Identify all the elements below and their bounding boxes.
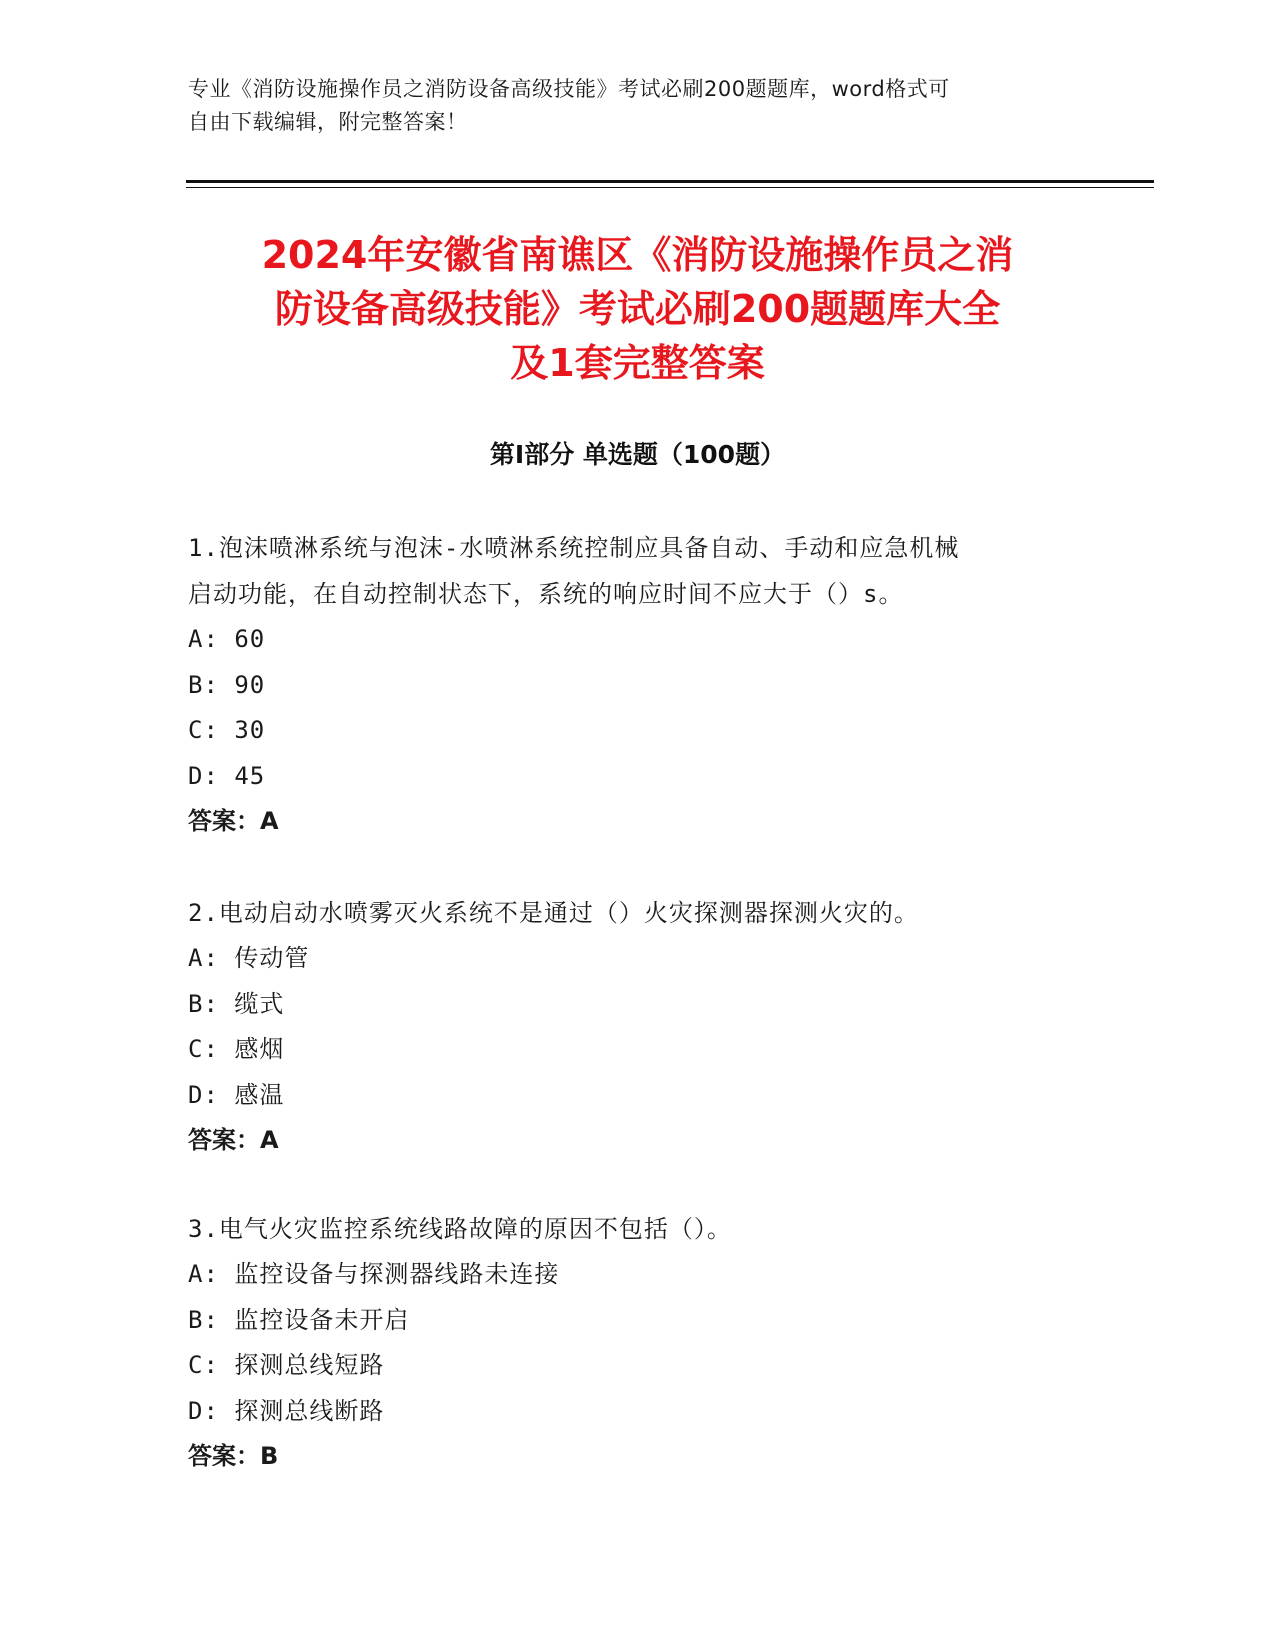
answer-line: 答案：A xyxy=(188,1126,279,1154)
option-d: D: 感温 xyxy=(188,1080,285,1109)
title-line-2: 防设备高级技能》考试必刷200题题库大全 xyxy=(274,287,1001,331)
header-divider-thin xyxy=(186,187,1154,188)
option-d: D: 45 xyxy=(188,761,266,790)
question-stem-line: 2.电动启动水喷雾灭火系统不是通过（）火灾探测器探测火灾的。 xyxy=(188,899,919,927)
option-b: B: 监控设备未开启 xyxy=(188,1305,410,1334)
question-stem-line: 3.电气火灾监控系统线路故障的原因不包括（）。 xyxy=(188,1215,732,1243)
title-line-1: 2024年安徽省南谯区《消防设施操作员之消 xyxy=(261,233,1014,277)
option-d: D: 探测总线断路 xyxy=(188,1396,385,1425)
option-a: A: 60 xyxy=(188,625,266,653)
question-stem xyxy=(188,525,1088,617)
answer-line: 答案：A xyxy=(188,807,279,835)
option-a: A: 传动管 xyxy=(188,944,310,972)
intro-line-1: 专业《消防设施操作员之消防设备高级技能》考试必刷200题题库，word格式可 xyxy=(188,77,950,101)
section-heading: 第Ⅰ部分 单选题（100题） xyxy=(489,440,786,469)
question-stem xyxy=(188,1206,1088,1252)
option-c: C: 探测总线短路 xyxy=(188,1351,385,1379)
option-b: B: 90 xyxy=(188,670,266,699)
intro-line-2: 自由下载编辑，附完整答案！ xyxy=(188,110,468,134)
option-c: C: 感烟 xyxy=(188,1035,285,1063)
document-intro xyxy=(188,73,1068,139)
option-c: C: 30 xyxy=(188,716,266,744)
option-b: B: 缆式 xyxy=(188,989,285,1018)
question-stem-line: 1.泡沫喷淋系统与泡沫-水喷淋系统控制应具备自动、手动和应急机械 xyxy=(188,534,960,562)
question-stem xyxy=(188,890,1088,936)
question-1 xyxy=(188,525,1088,845)
answer-line: 答案：B xyxy=(188,1442,279,1470)
title-line-3: 及1套完整答案 xyxy=(510,341,765,385)
option-a: A: 监控设备与探测器线路未连接 xyxy=(188,1260,560,1288)
question-stem-line: 启动功能，在自动控制状态下，系统的响应时间不应大于（）s。 xyxy=(188,580,904,608)
question-3 xyxy=(188,1206,1088,1480)
question-2 xyxy=(188,890,1088,1164)
header-divider-thick xyxy=(186,180,1154,183)
document-title xyxy=(140,228,1135,390)
